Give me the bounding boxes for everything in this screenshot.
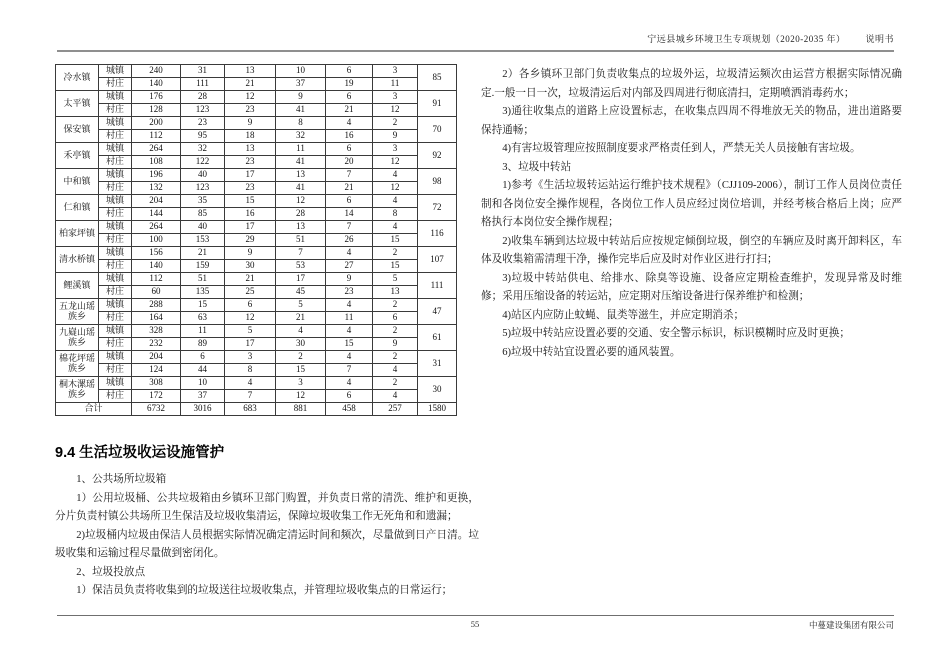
settlement-type-cell: 城镇 bbox=[99, 221, 132, 234]
table-row bbox=[56, 260, 457, 273]
value-cell: 204 bbox=[132, 195, 181, 208]
value-cell: 60 bbox=[132, 286, 181, 299]
table-total-row bbox=[56, 403, 457, 416]
table-row bbox=[56, 130, 457, 143]
value-cell: 124 bbox=[132, 364, 181, 377]
value-cell: 23 bbox=[225, 182, 276, 195]
value-cell: 16 bbox=[326, 130, 373, 143]
settlement-type-cell: 村庄 bbox=[99, 78, 132, 91]
subtotal-cell: 116 bbox=[418, 221, 457, 247]
town-name-cell: 中和镇 bbox=[56, 169, 99, 195]
waste-collection-table bbox=[55, 64, 457, 416]
value-cell: 85 bbox=[181, 208, 225, 221]
value-cell: 21 bbox=[326, 104, 373, 117]
value-cell: 13 bbox=[276, 221, 326, 234]
value-cell: 176 bbox=[132, 91, 181, 104]
value-cell: 51 bbox=[181, 273, 225, 286]
paragraph: 4)有害垃圾管理应按照制度要求严格责任到人，严禁无关人员接触有害垃圾。 bbox=[502, 143, 861, 154]
subtotal-cell: 61 bbox=[418, 325, 457, 351]
settlement-type-cell: 城镇 bbox=[99, 273, 132, 286]
value-cell: 11 bbox=[326, 312, 373, 325]
table-row bbox=[56, 78, 457, 91]
value-cell: 112 bbox=[132, 273, 181, 286]
value-cell: 196 bbox=[132, 169, 181, 182]
table-row bbox=[56, 195, 457, 208]
value-cell: 132 bbox=[132, 182, 181, 195]
value-cell: 159 bbox=[181, 260, 225, 273]
value-cell: 31 bbox=[181, 65, 225, 78]
value-cell: 2 bbox=[373, 247, 418, 260]
page-header bbox=[647, 32, 894, 45]
value-cell: 7 bbox=[326, 221, 373, 234]
value-cell: 23 bbox=[326, 286, 373, 299]
value-cell: 13 bbox=[373, 286, 418, 299]
table-row bbox=[56, 338, 457, 351]
settlement-type-cell: 城镇 bbox=[99, 325, 132, 338]
total-value-cell: 683 bbox=[225, 403, 276, 416]
value-cell: 5 bbox=[225, 325, 276, 338]
value-cell: 10 bbox=[276, 65, 326, 78]
value-cell: 89 bbox=[181, 338, 225, 351]
town-name-cell: 棉花坪瑶族乡 bbox=[56, 351, 99, 377]
settlement-type-cell: 村庄 bbox=[99, 182, 132, 195]
paragraph: 4)站区内应防止蚊蝇、鼠类等滋生，并应定期消杀； bbox=[502, 309, 745, 321]
value-cell: 4 bbox=[373, 390, 418, 403]
value-cell: 7 bbox=[326, 364, 373, 377]
value-cell: 4 bbox=[326, 299, 373, 312]
value-cell: 140 bbox=[132, 78, 181, 91]
subtotal-cell: 85 bbox=[418, 65, 457, 91]
value-cell: 23 bbox=[181, 117, 225, 130]
value-cell: 100 bbox=[132, 234, 181, 247]
value-cell: 108 bbox=[132, 156, 181, 169]
paragraph: 1）公用垃圾桶、公共垃圾箱由乡镇环卫部门购置，并负责日常的清洗、维护和更换，分片负责村镇公共场所卫生保洁及垃圾收集清运，保障垃圾收集工作无死角和和遗漏； bbox=[55, 492, 479, 522]
total-value-cell: 257 bbox=[373, 403, 418, 416]
settlement-type-cell: 村庄 bbox=[99, 260, 132, 273]
value-cell: 2 bbox=[373, 325, 418, 338]
settlement-type-cell: 城镇 bbox=[99, 195, 132, 208]
value-cell: 9 bbox=[326, 273, 373, 286]
settlement-type-cell: 城镇 bbox=[99, 143, 132, 156]
town-name-cell: 冷水镇 bbox=[56, 65, 99, 91]
table-row bbox=[56, 286, 457, 299]
table-row bbox=[56, 247, 457, 260]
value-cell: 23 bbox=[225, 104, 276, 117]
table-row bbox=[56, 143, 457, 156]
value-cell: 29 bbox=[225, 234, 276, 247]
paragraph: 5)垃圾中转站应设置必要的交通、安全警示标识，标识模糊时应及时更换； bbox=[502, 328, 851, 339]
town-name-cell: 鲤溪镇 bbox=[56, 273, 99, 299]
value-cell: 123 bbox=[181, 182, 225, 195]
value-cell: 12 bbox=[276, 390, 326, 403]
total-value-cell: 881 bbox=[276, 403, 326, 416]
value-cell: 3 bbox=[373, 65, 418, 78]
header-rule bbox=[57, 50, 894, 52]
value-cell: 12 bbox=[373, 182, 418, 195]
value-cell: 6 bbox=[326, 91, 373, 104]
value-cell: 28 bbox=[276, 208, 326, 221]
value-cell: 32 bbox=[181, 143, 225, 156]
value-cell: 27 bbox=[326, 260, 373, 273]
settlement-type-cell: 城镇 bbox=[99, 299, 132, 312]
value-cell: 17 bbox=[225, 338, 276, 351]
left-column bbox=[55, 64, 479, 601]
value-cell: 63 bbox=[181, 312, 225, 325]
value-cell: 28 bbox=[181, 91, 225, 104]
settlement-type-cell: 村庄 bbox=[99, 338, 132, 351]
value-cell: 19 bbox=[326, 78, 373, 91]
value-cell: 15 bbox=[181, 299, 225, 312]
subtotal-cell: 111 bbox=[418, 273, 457, 299]
value-cell: 4 bbox=[326, 351, 373, 364]
table-row bbox=[56, 299, 457, 312]
value-cell: 30 bbox=[276, 338, 326, 351]
settlement-type-cell: 城镇 bbox=[99, 377, 132, 390]
value-cell: 123 bbox=[181, 104, 225, 117]
value-cell: 232 bbox=[132, 338, 181, 351]
value-cell: 9 bbox=[373, 130, 418, 143]
value-cell: 2 bbox=[373, 351, 418, 364]
value-cell: 15 bbox=[326, 338, 373, 351]
settlement-type-cell: 村庄 bbox=[99, 364, 132, 377]
settlement-type-cell: 村庄 bbox=[99, 312, 132, 325]
value-cell: 35 bbox=[181, 195, 225, 208]
value-cell: 122 bbox=[181, 156, 225, 169]
value-cell: 21 bbox=[225, 78, 276, 91]
town-name-cell: 桐木漯瑶族乡 bbox=[56, 377, 99, 403]
value-cell: 21 bbox=[181, 247, 225, 260]
value-cell: 6 bbox=[326, 195, 373, 208]
paragraph: 2)收集车辆到达垃圾中转站后应按规定倾倒垃圾，倒空的车辆应及时离开卸料区，车体及收集箱需清理干净，操作完毕后应及时对作业区进行打扫； bbox=[481, 235, 902, 265]
value-cell: 153 bbox=[181, 234, 225, 247]
value-cell: 32 bbox=[276, 130, 326, 143]
value-cell: 2 bbox=[373, 299, 418, 312]
value-cell: 37 bbox=[276, 78, 326, 91]
table-row bbox=[56, 325, 457, 338]
table-row bbox=[56, 273, 457, 286]
value-cell: 11 bbox=[181, 325, 225, 338]
value-cell: 26 bbox=[326, 234, 373, 247]
value-cell: 12 bbox=[373, 156, 418, 169]
settlement-type-cell: 城镇 bbox=[99, 247, 132, 260]
town-name-cell: 禾亭镇 bbox=[56, 143, 99, 169]
table-row bbox=[56, 65, 457, 78]
value-cell: 12 bbox=[225, 91, 276, 104]
total-value-cell: 458 bbox=[326, 403, 373, 416]
value-cell: 17 bbox=[225, 221, 276, 234]
value-cell: 2 bbox=[373, 377, 418, 390]
value-cell: 3 bbox=[276, 377, 326, 390]
value-cell: 15 bbox=[373, 234, 418, 247]
table-row bbox=[56, 312, 457, 325]
settlement-type-cell: 城镇 bbox=[99, 65, 132, 78]
paragraph: 3)垃圾中转站供电、给排水、除臭等设施、设备应定期检查维护，发现异常及时维修；采用压缩设备的转运站，应定期对压缩设备进行保养维护和检测； bbox=[481, 272, 902, 302]
table-row bbox=[56, 182, 457, 195]
value-cell: 13 bbox=[225, 65, 276, 78]
value-cell: 200 bbox=[132, 117, 181, 130]
subtotal-cell: 92 bbox=[418, 143, 457, 169]
value-cell: 6 bbox=[326, 143, 373, 156]
value-cell: 135 bbox=[181, 286, 225, 299]
town-name-cell: 五龙山瑶族乡 bbox=[56, 299, 99, 325]
paragraph: 2）各乡镇环卫部门负责收集点的垃圾外运，垃圾清运频次由运营方根据实际情况确定.一般一日一次，垃圾清运后对内部及四周进行彻底清扫，定期喷洒消毒药水； bbox=[481, 69, 902, 99]
value-cell: 41 bbox=[276, 182, 326, 195]
settlement-type-cell: 城镇 bbox=[99, 169, 132, 182]
value-cell: 6 bbox=[181, 351, 225, 364]
value-cell: 12 bbox=[276, 195, 326, 208]
value-cell: 7 bbox=[276, 247, 326, 260]
value-cell: 6 bbox=[326, 65, 373, 78]
value-cell: 21 bbox=[225, 273, 276, 286]
value-cell: 4 bbox=[373, 364, 418, 377]
value-cell: 51 bbox=[276, 234, 326, 247]
value-cell: 8 bbox=[225, 364, 276, 377]
paragraph: 3)通往收集点的道路上应设置标志，在收集点四周不得堆放无关的物品，进出道路要保持通畅； bbox=[481, 106, 902, 136]
value-cell: 164 bbox=[132, 312, 181, 325]
value-cell: 21 bbox=[276, 312, 326, 325]
value-cell: 2 bbox=[276, 351, 326, 364]
table-row bbox=[56, 91, 457, 104]
value-cell: 4 bbox=[373, 195, 418, 208]
value-cell: 11 bbox=[276, 143, 326, 156]
value-cell: 9 bbox=[373, 338, 418, 351]
value-cell: 140 bbox=[132, 260, 181, 273]
value-cell: 20 bbox=[326, 156, 373, 169]
value-cell: 95 bbox=[181, 130, 225, 143]
value-cell: 8 bbox=[373, 208, 418, 221]
value-cell: 3 bbox=[373, 91, 418, 104]
total-label-cell: 合计 bbox=[56, 403, 132, 416]
section-heading: 9.4 生活垃圾收运设施管护 bbox=[55, 445, 225, 461]
subtotal-cell: 91 bbox=[418, 91, 457, 117]
value-cell: 13 bbox=[276, 169, 326, 182]
value-cell: 144 bbox=[132, 208, 181, 221]
value-cell: 4 bbox=[373, 221, 418, 234]
subtotal-cell: 98 bbox=[418, 169, 457, 195]
settlement-type-cell: 城镇 bbox=[99, 117, 132, 130]
value-cell: 10 bbox=[181, 377, 225, 390]
right-text-block bbox=[481, 66, 902, 362]
value-cell: 8 bbox=[276, 117, 326, 130]
town-name-cell: 柏家坪镇 bbox=[56, 221, 99, 247]
value-cell: 15 bbox=[225, 195, 276, 208]
value-cell: 240 bbox=[132, 65, 181, 78]
value-cell: 30 bbox=[225, 260, 276, 273]
total-subtotal-cell: 1580 bbox=[418, 403, 457, 416]
value-cell: 15 bbox=[276, 364, 326, 377]
table-row bbox=[56, 117, 457, 130]
value-cell: 288 bbox=[132, 299, 181, 312]
value-cell: 4 bbox=[225, 377, 276, 390]
paragraph: 1）保洁员负责将收集到的垃圾送往垃圾收集点，并管理垃圾收集点的日常运行； bbox=[76, 585, 453, 596]
value-cell: 4 bbox=[276, 325, 326, 338]
value-cell: 2 bbox=[373, 117, 418, 130]
footer-company: 中蔓建设集团有限公司 bbox=[808, 620, 894, 630]
value-cell: 17 bbox=[276, 273, 326, 286]
value-cell: 40 bbox=[181, 221, 225, 234]
value-cell: 4 bbox=[326, 117, 373, 130]
header-title: 宁远县城乡环境卫生专项规划（2020-2035 年） bbox=[647, 34, 846, 44]
value-cell: 4 bbox=[326, 325, 373, 338]
town-name-cell: 太平镇 bbox=[56, 91, 99, 117]
total-value-cell: 6732 bbox=[132, 403, 181, 416]
value-cell: 6 bbox=[373, 312, 418, 325]
paragraph: 2)垃圾桶内垃圾由保洁人员根据实际情况确定清运时间和频次，尽量做到日产日清。垃圾收集和运输过程尽量做到密闭化。 bbox=[55, 529, 479, 559]
town-name-cell: 保安镇 bbox=[56, 117, 99, 143]
table-row bbox=[56, 377, 457, 390]
settlement-type-cell: 城镇 bbox=[99, 351, 132, 364]
value-cell: 3 bbox=[225, 351, 276, 364]
table-row bbox=[56, 104, 457, 117]
subtotal-cell: 31 bbox=[418, 351, 457, 377]
table-row bbox=[56, 234, 457, 247]
value-cell: 15 bbox=[373, 260, 418, 273]
table-row bbox=[56, 221, 457, 234]
settlement-type-cell: 城镇 bbox=[99, 91, 132, 104]
value-cell: 18 bbox=[225, 130, 276, 143]
total-value-cell: 3016 bbox=[181, 403, 225, 416]
settlement-type-cell: 村庄 bbox=[99, 156, 132, 169]
page-number: 55 bbox=[470, 619, 480, 629]
settlement-type-cell: 村庄 bbox=[99, 390, 132, 403]
settlement-type-cell: 村庄 bbox=[99, 234, 132, 247]
value-cell: 16 bbox=[225, 208, 276, 221]
value-cell: 7 bbox=[326, 169, 373, 182]
value-cell: 9 bbox=[276, 91, 326, 104]
value-cell: 264 bbox=[132, 143, 181, 156]
value-cell: 264 bbox=[132, 221, 181, 234]
value-cell: 308 bbox=[132, 377, 181, 390]
value-cell: 13 bbox=[225, 143, 276, 156]
value-cell: 9 bbox=[225, 117, 276, 130]
paragraph: 1)参考《生活垃圾转运站运行维护技术规程》（CJJ109-2006），制订工作人员岗位责任制和各岗位安全操作规程，各岗位工作人员应经过岗位培训，并经考核合格后上岗；应严格执行本岗位安全操作规程； bbox=[481, 180, 902, 228]
value-cell: 328 bbox=[132, 325, 181, 338]
header-doc-type: 说明书 bbox=[865, 34, 894, 44]
value-cell: 41 bbox=[276, 104, 326, 117]
value-cell: 12 bbox=[225, 312, 276, 325]
value-cell: 112 bbox=[132, 130, 181, 143]
value-cell: 37 bbox=[181, 390, 225, 403]
value-cell: 5 bbox=[276, 299, 326, 312]
value-cell: 4 bbox=[373, 169, 418, 182]
value-cell: 172 bbox=[132, 390, 181, 403]
value-cell: 40 bbox=[181, 169, 225, 182]
value-cell: 5 bbox=[373, 273, 418, 286]
town-name-cell: 九嶷山瑶族乡 bbox=[56, 325, 99, 351]
value-cell: 204 bbox=[132, 351, 181, 364]
table-row bbox=[56, 208, 457, 221]
value-cell: 111 bbox=[181, 78, 225, 91]
paragraph: 2、垃圾投放点 bbox=[76, 566, 146, 578]
value-cell: 12 bbox=[373, 104, 418, 117]
table-row bbox=[56, 364, 457, 377]
value-cell: 128 bbox=[132, 104, 181, 117]
value-cell: 14 bbox=[326, 208, 373, 221]
paragraph: 1、公共场所垃圾箱 bbox=[76, 474, 167, 485]
value-cell: 156 bbox=[132, 247, 181, 260]
table-row bbox=[56, 156, 457, 169]
value-cell: 21 bbox=[326, 182, 373, 195]
town-name-cell: 仁和镇 bbox=[56, 195, 99, 221]
subtotal-cell: 72 bbox=[418, 195, 457, 221]
value-cell: 9 bbox=[225, 247, 276, 260]
value-cell: 44 bbox=[181, 364, 225, 377]
settlement-type-cell: 村庄 bbox=[99, 208, 132, 221]
value-cell: 3 bbox=[373, 143, 418, 156]
value-cell: 41 bbox=[276, 156, 326, 169]
value-cell: 17 bbox=[225, 169, 276, 182]
subtotal-cell: 107 bbox=[418, 247, 457, 273]
value-cell: 6 bbox=[225, 299, 276, 312]
footer-rule bbox=[57, 615, 894, 616]
value-cell: 4 bbox=[326, 377, 373, 390]
table-row bbox=[56, 390, 457, 403]
value-cell: 23 bbox=[225, 156, 276, 169]
settlement-type-cell: 村庄 bbox=[99, 286, 132, 299]
settlement-type-cell: 村庄 bbox=[99, 130, 132, 143]
paragraph: 6)垃圾中转站宜设置必要的通风装置。 bbox=[502, 346, 681, 358]
table-row bbox=[56, 169, 457, 182]
subtotal-cell: 47 bbox=[418, 299, 457, 325]
value-cell: 7 bbox=[225, 390, 276, 403]
subtotal-cell: 30 bbox=[418, 377, 457, 403]
town-name-cell: 清水桥镇 bbox=[56, 247, 99, 273]
left-text-block bbox=[55, 471, 479, 601]
paragraph: 3、垃圾中转站 bbox=[502, 161, 572, 173]
value-cell: 4 bbox=[326, 247, 373, 260]
value-cell: 11 bbox=[373, 78, 418, 91]
table-row bbox=[56, 351, 457, 364]
subtotal-cell: 70 bbox=[418, 117, 457, 143]
settlement-type-cell: 村庄 bbox=[99, 104, 132, 117]
value-cell: 45 bbox=[276, 286, 326, 299]
value-cell: 6 bbox=[326, 390, 373, 403]
value-cell: 25 bbox=[225, 286, 276, 299]
value-cell: 53 bbox=[276, 260, 326, 273]
